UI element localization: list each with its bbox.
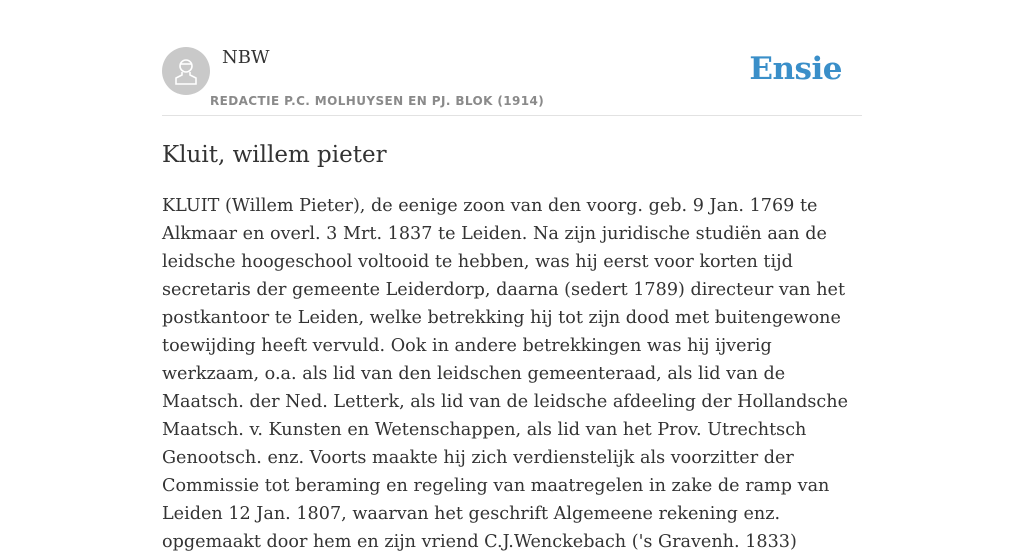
brand-logo[interactable]: Ensie <box>749 51 842 87</box>
source-header <box>162 47 862 116</box>
source-name[interactable]: NBW <box>222 47 270 68</box>
source-subtitle: REDACTIE P.C. MOLHUYSEN EN PJ. BLOK (1914) <box>210 94 545 108</box>
article-body: KLUIT (Willem Pieter), de eenige zoon van den voorg. geb. 9 Jan. 1769 te Alkmaar en overl. 3 Mrt. 1837 te Leiden. Na zijn juridische studiën aan de leidsche hoogeschool voltooid te hebben, was hij eerst voor korten tijd secretaris der gemeente Leiderdorp, daarna (sedert 1789) directeur van het postkantoor te Leiden, welke betrekking hij tot zijn dood met buitengewone toewijding heeft vervuld. Ook in andere betrekkingen was hij ijverig werkzaam, o.a. als lid van den leidschen gemeenteraad, als lid van de Maatsch. der Ned. Letterk, als lid van de leidsche afdeeling der Hollandsche Maatsch. v. Kunsten en Wetenschappen, als lid van het Prov. Utrechtsch Genootsch. enz. Voorts maakte hij zich verdienstelijk als voorzitter der Commissie tot beraming en regeling van maatregelen in zake de ramp van Leiden 12 Jan. 1807, waarvan het geschrift Algemeene rekening enz. opgemaakt door hem en zijn vriend C.J.Wenckebach ('s Gravenh. 1833) <box>162 196 849 552</box>
avatar[interactable] <box>162 47 210 95</box>
article-title: Kluit, willem pieter <box>162 142 387 168</box>
user-silhouette-icon <box>172 56 200 86</box>
